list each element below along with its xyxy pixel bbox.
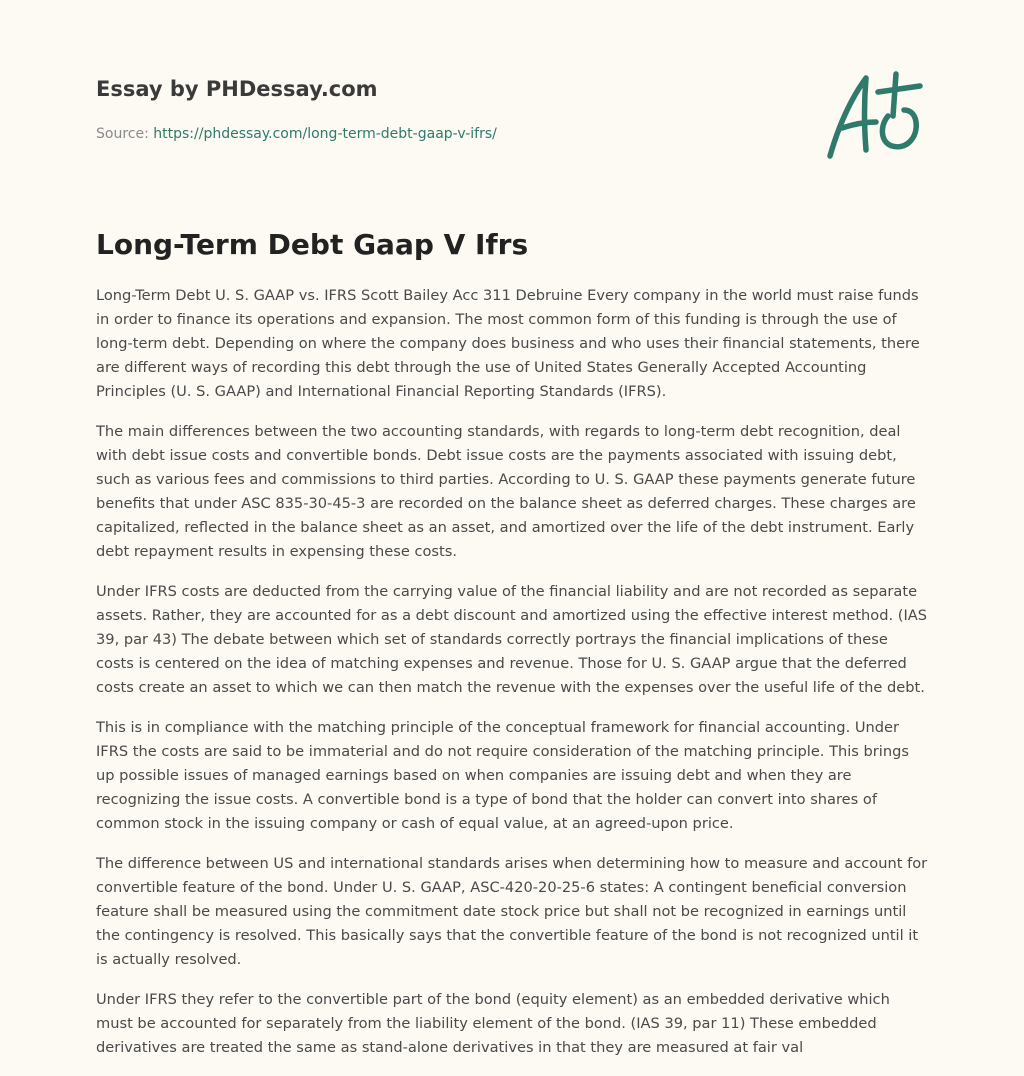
paragraph: The difference between US and international standards arises when determining how to measure and account for convertible feature of the bond. Under U. S. GAAP, ASC-420-20-25-6 states: A contingent beneficial conversion feature shall be measured using the commitment date stock price but shall not be recognized in earnings until the contingency is resolved. This basically says that the convertible feature of the bond is not recognized until it is actually resolved. [96, 855, 928, 968]
paragraph: Under IFRS costs are deducted from the carrying value of the financial liability and are not recorded as separate assets. Rather, they are accounted for as a debt discount and amortized using the effective interest method. (IAS 39, par 43) The debate between which set of standards correctly portrays the financial implications of these costs is centered on the idea of matching expenses and revenue. Those for U. S. GAAP argue that the deferred costs create an asset to which we can then match the revenue with the expenses over the useful life of the debt. [96, 583, 928, 696]
article-title: Long-Term Debt Gaap V Ifrs [96, 228, 529, 261]
site-header [96, 74, 926, 142]
paragraph: Under IFRS they refer to the convertible part of the bond (equity element) as an embedded derivative which must be accounted for separately from the liability element of the bond. (IAS 39, par 11) These embedded derivatives are treated the same as stand-alone derivatives in that they are measured at fair val [96, 991, 890, 1056]
source-link[interactable]: https://phdessay.com/long-term-debt-gaap-v-ifrs/ [153, 126, 497, 142]
paragraph: This is in compliance with the matching principle of the conceptual framework for financial accounting. Under IFRS the costs are said to be immaterial and do not require consideration of the matching principle. This brings up possible issues of managed earnings based on when companies are issuing debt and when they are recognizing the issue costs. A convertible bond is a type of bond that the holder can convert into shares of common stock in the issuing company or cash of equal value, at an agreed-upon price. [96, 719, 909, 832]
source-label: Source: [96, 126, 154, 142]
paragraph: The main differences between the two accounting standards, with regards to long-term debt recognition, deal with debt issue costs and convertible bonds. Debt issue costs are the payments associated with issuing debt, such as various fees and commissions to third parties. According to U. S. GAAP these payments generate future benefits that under ASC 835-30-45-3 are recorded on the balance sheet as deferred charges. These charges are capitalized, reflected in the balance sheet as an asset, and amortized over the life of the debt instrument. Early debt repayment results in expensing these costs. [96, 423, 916, 560]
paragraph: Long-Term Debt U. S. GAAP vs. IFRS Scott Bailey Acc 311 Debruine Every company in the world must raise funds in order to finance its operations and expansion. The most common form of this funding is through the use of long-term debt. Depending on where the company does business and who uses their financial statements, there are different ways of recording this debt through the use of United States Generally Accepted Accounting Principles (U. S. GAAP) and International Financial Reporting Standards (IFRS). [96, 287, 920, 400]
a-plus-grade-icon [820, 66, 930, 166]
article-body [96, 284, 930, 1076]
brand-title: Essay by PHDessay.com [96, 77, 378, 101]
source-line [96, 124, 497, 144]
